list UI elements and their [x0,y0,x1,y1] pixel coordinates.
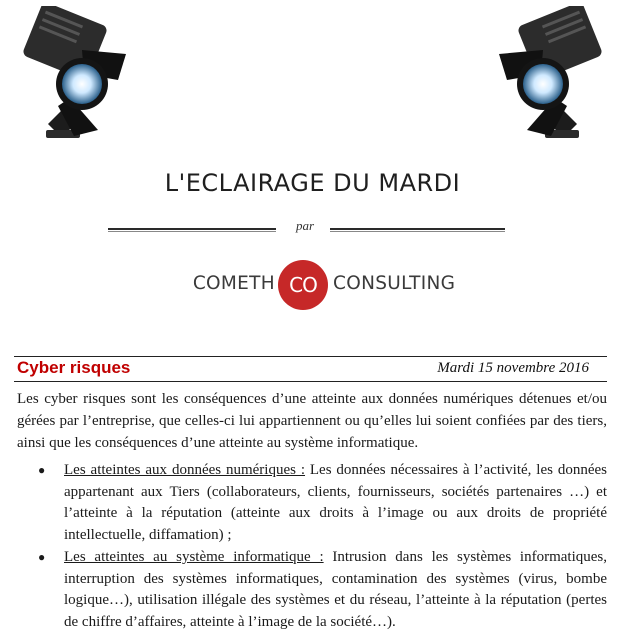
brand-name-right: CONSULTING [333,273,456,294]
brand-logo-text: CO [289,273,317,297]
divider [14,381,607,382]
spotlight-icon [18,6,130,144]
list-item [17,460,607,546]
divider [14,356,607,357]
article-title: Cyber risques [17,358,131,377]
divider [330,228,505,230]
article-date: Mardi 15 novembre 2016 [437,360,589,376]
bullet-lead: Les atteintes au système informatique : [64,549,324,565]
bullet-text: Intrusion dans les systèmes informatiques, interruption des systèmes informatiques, contamination des systèmes (virus, bombe logique…), utilisation illégale des systèmes et du réseau, l’atteinte à la réputation (pertes de chiffre d’affaires, atteinte à l’image de la société…). [64,549,607,630]
list-item [17,547,607,633]
brand-name-left: COMETH [192,273,275,294]
bullet-icon: ● [38,463,46,477]
article-intro: Les cyber risques sont les conséquences d’une atteinte aux données numériques détenues et/ou gérées par l’entreprise, que celles-ci lui appartiennent ou qu’elles lui soient confiées par des tiers, ainsi que les conséquences d’une atteinte au système informatique. [17,391,607,451]
bullet-lead: Les atteintes aux données numériques : [64,462,306,478]
newsletter-title: L'ECLAIRAGE DU MARDI [164,169,461,197]
bullet-text: Les données nécessaires à l’activité, les données appartenant aux Tiers (collaborateurs, clients, fournisseurs, sociétés partenaires …) et l’atteinte à la réputation (atteinte aux droits à l’image ou aux droits de propriété intellectuelle, diffamation) ; [64,462,607,543]
spotlight-icon [495,6,607,144]
byline: par [295,218,315,233]
bullet-list [17,460,607,634]
bullet-icon: ● [38,550,46,564]
divider [108,228,276,230]
brand-logo [278,260,328,310]
